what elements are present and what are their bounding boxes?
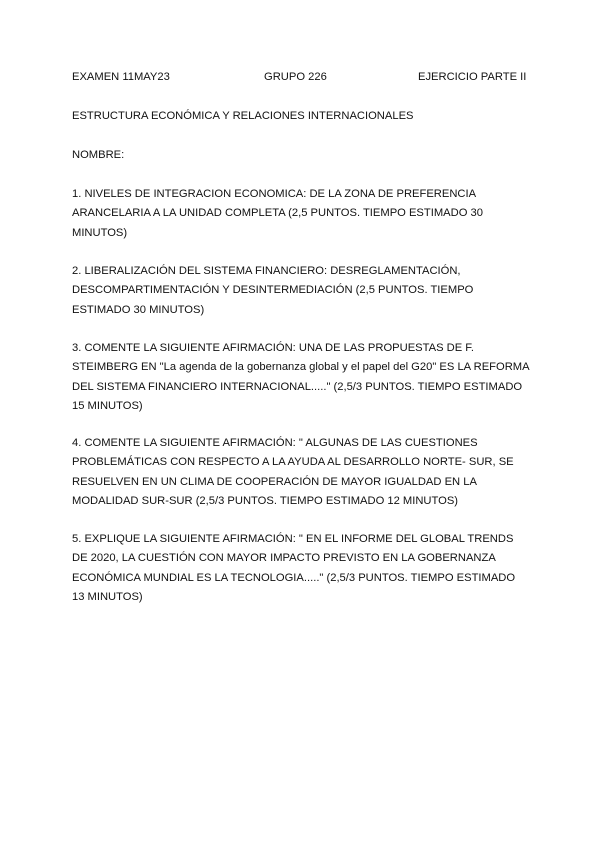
exercise-part-label: EJERCICIO PARTE II [418, 71, 527, 83]
question-line: 1. NIVELES DE INTEGRACION ECONOMICA: DE LA ZONA DE PREFERENCIA [72, 188, 477, 200]
question-2 [72, 262, 532, 320]
question-line: PROBLEMÁTICAS CON RESPECTO A LA AYUDA AL DESARROLLO NORTE- SUR, SE [72, 456, 514, 469]
question-line: MODALIDAD SUR-SUR (2,5/3 PUNTOS. TIEMPO ESTIMADO 12 MINUTOS) [72, 494, 459, 507]
name-field-label: NOMBRE: [72, 149, 125, 161]
question-line: ARANCELARIA A LA UNIDAD COMPLETA (2,5 PUNTOS. TIEMPO ESTIMADO 30 [72, 207, 483, 220]
question-line: 4. COMENTE LA SIGUIENTE AFIRMACIÓN: " ALGUNAS DE LAS CUESTIONES [72, 437, 478, 449]
question-5 [72, 530, 532, 607]
question-line: DEL SISTEMA FINANCIERO INTERNACIONAL....." (2,5/3 PUNTOS. TIEMPO ESTIMADO [72, 380, 523, 393]
exam-header [72, 71, 532, 87]
question-1 [72, 185, 532, 243]
question-line: RESUELVEN EN UN CLIMA DE COOPERACIÓN DE MAYOR IGUALDAD EN LA [72, 475, 477, 488]
question-line: STEIMBERG EN "La agenda de la gobernanza global y el papel del G20" ES LA REFORMA [72, 361, 530, 374]
question-line: 2. LIBERALIZACIÓN DEL SISTEMA FINANCIERO: DESREGLAMENTACIÓN, [72, 265, 461, 277]
question-line: ESTIMADO 30 MINUTOS) [72, 303, 205, 316]
question-line: ECONÓMICA MUNDIAL ES LA TECNOLOGIA....." (2,5/3 PUNTOS. TIEMPO ESTIMADO [72, 571, 516, 584]
question-line: DESCOMPARTIMENTACIÓN Y DESINTERMEDIACIÓN (2,5 PUNTOS. TIEMPO [72, 284, 474, 297]
question-line: 15 MINUTOS) [72, 399, 143, 412]
question-line: 13 MINUTOS) [72, 590, 143, 603]
question-4 [72, 434, 532, 511]
exam-date-label: EXAMEN 11MAY23 [72, 71, 170, 83]
question-line: DE 2020, LA CUESTIÓN CON MAYOR IMPACTO PREVISTO EN LA GOBERNANZA [72, 552, 496, 565]
subject-title: ESTRUCTURA ECONÓMICA Y RELACIONES INTERNACIONALES [72, 110, 414, 122]
question-3 [72, 339, 532, 416]
question-line: 3. COMENTE LA SIGUIENTE AFIRMACIÓN: UNA DE LAS PROPUESTAS DE F. [72, 342, 475, 354]
question-line: 5. EXPLIQUE LA SIGUIENTE AFIRMACIÓN: " EN EL INFORME DEL GLOBAL TRENDS [72, 533, 514, 545]
question-line: MINUTOS) [72, 226, 128, 239]
group-label: GRUPO 226 [264, 71, 327, 83]
